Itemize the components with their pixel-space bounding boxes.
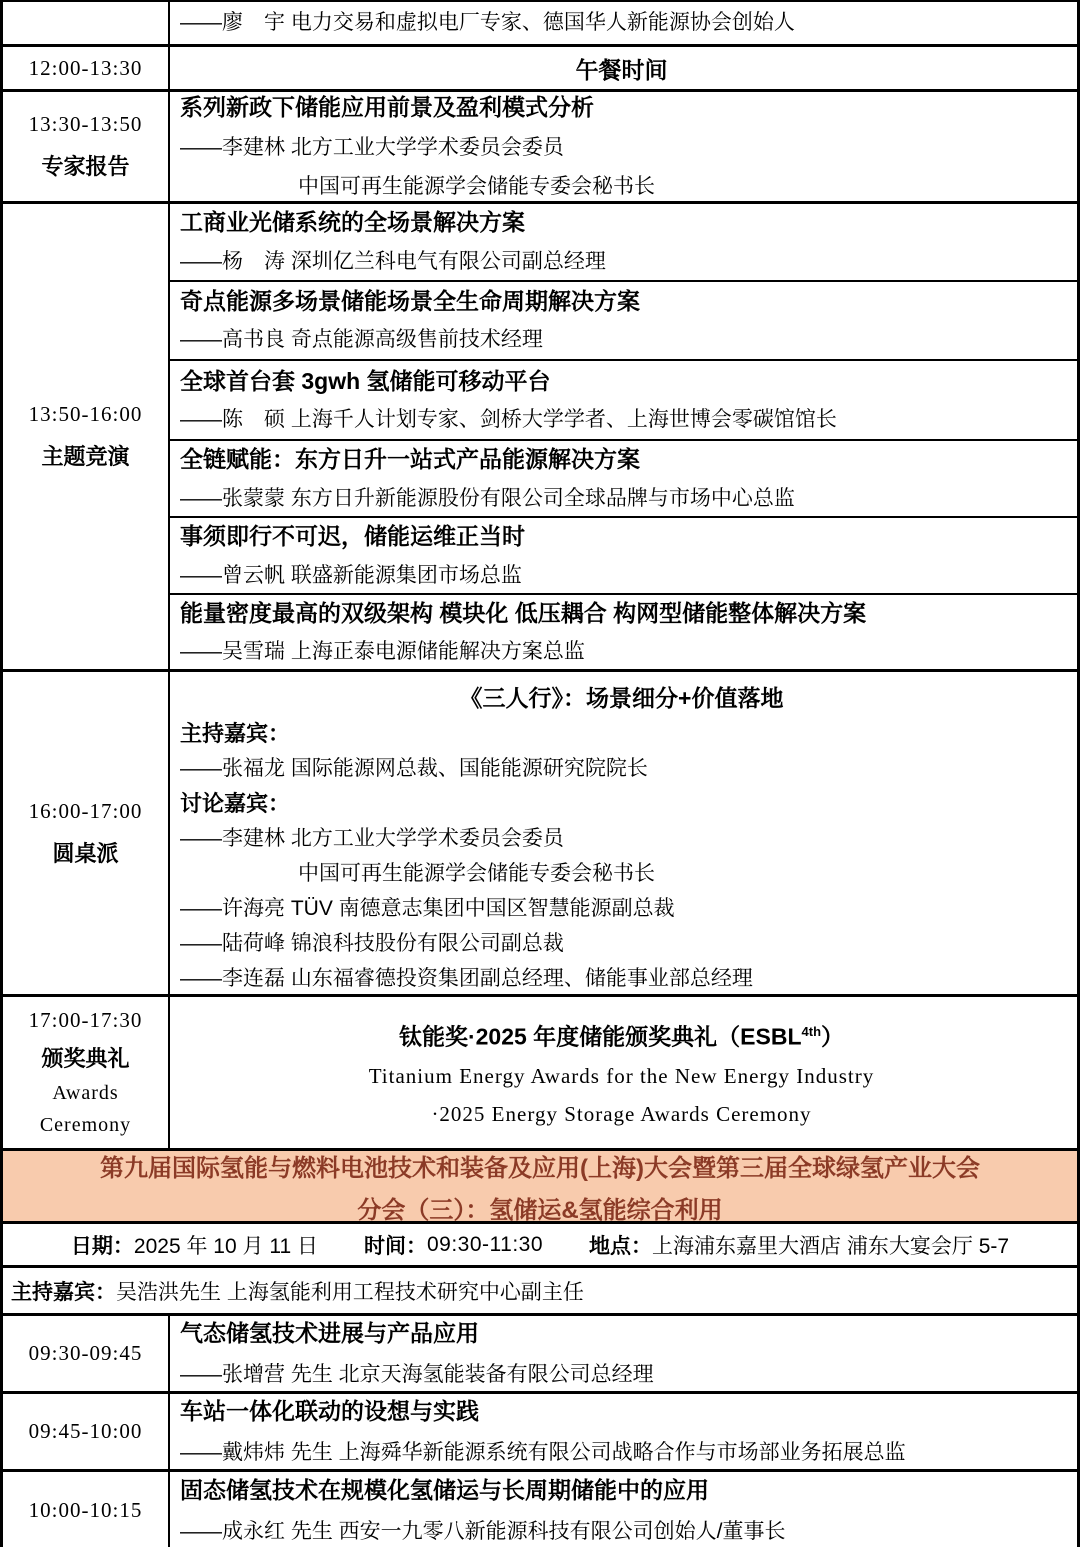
speaker-line: ——许海亮 TÜV 南德意志集团中国区智慧能源副总裁	[180, 897, 675, 920]
date-label: 日期：	[70, 1234, 134, 1258]
time-text: 09:45-10:00	[28, 1419, 143, 1443]
banner-title-line1: 第九届国际氢能与燃料电池技术和装备及应用(上海)大会暨第三届全球绿氢产业大会	[100, 1154, 980, 1182]
carryover-content-cell	[170, 2, 1077, 44]
session-type-label-en: Awards	[52, 1082, 119, 1104]
session-content-cell	[170, 1316, 1077, 1391]
speaker-line: ——吴雪瑞 上海正泰电源储能解决方案总监	[180, 640, 585, 664]
session-type-label: 圆桌派	[52, 840, 119, 866]
expert-content-cell	[170, 92, 1077, 201]
awards-content-cell	[170, 997, 1077, 1148]
session-content-cell	[170, 1472, 1077, 1547]
time-text: 10:00-10:15	[28, 1498, 143, 1522]
talk-item	[170, 204, 1077, 282]
venue-value: 上海浦东嘉里大酒店 浦东大宴会厅 5-7	[652, 1234, 1010, 1258]
hydrogen-session-row	[3, 1472, 1077, 1547]
talk-title: 车站一体化联动的设想与实践	[180, 1398, 479, 1425]
talk-item	[170, 595, 1077, 669]
time-label: 时间：	[363, 1234, 427, 1258]
speaker-line: ——廖 宇 电力交易和虚拟电厂专家、德国华人新能源协会创始人	[180, 11, 795, 35]
talk-title: 气态储氢技术进展与产品应用	[180, 1320, 479, 1347]
theme-talk-list	[170, 204, 1077, 669]
time-text: 16:00-17:00	[28, 798, 143, 823]
lunch-time-cell	[3, 47, 170, 89]
talk-title: 全球首台套 3gwh 氢储能可移动平台	[180, 367, 551, 394]
speaker-line: ——曾云帆 联盛新能源集团市场总监	[180, 563, 522, 587]
panel-label: 讨论嘉宾：	[180, 791, 291, 816]
date-value: 2025 年 10 月 11 日	[133, 1234, 318, 1258]
hydrogen-conference-banner	[3, 1151, 1077, 1224]
time-text: 12:00-13:30	[28, 55, 143, 80]
talk-title: 事须即行不可迟，储能运维正当时	[180, 523, 525, 550]
speaker-line: ——张福龙 国际能源网总裁、国能能源研究院院长	[180, 757, 648, 780]
awards-time-cell	[3, 997, 170, 1148]
awards-subtitle-en: Titanium Energy Awards for the New Energy Industry	[368, 1063, 875, 1088]
carryover-time-cell	[3, 2, 170, 44]
awards-subtitle-en: ·2025 Energy Storage Awards Ceremony	[431, 1101, 812, 1126]
carryover-row	[3, 2, 1077, 47]
meta-date	[71, 1230, 318, 1260]
roundtable-row	[3, 672, 1077, 997]
hydrogen-session-row	[3, 1394, 1077, 1472]
session-type-label: 颁奖典礼	[41, 1046, 130, 1071]
host-row	[3, 1268, 1077, 1316]
talk-item	[170, 441, 1077, 518]
meta-time	[364, 1230, 543, 1260]
roundtable-content-cell	[170, 672, 1077, 994]
meta-venue	[589, 1230, 1009, 1260]
speaker-line-cont: 中国可再生能源学会储能专委会秘书长	[298, 862, 655, 885]
talk-title: 工商业光储系统的全场景解决方案	[180, 209, 525, 236]
speaker-line: ——杨 涛 深圳亿兰科电气有限公司副总经理	[180, 249, 606, 273]
speaker-line: ——张蒙蒙 东方日升新能源股份有限公司全球品牌与市场中心总监	[180, 486, 795, 510]
talk-title: 固态储氢技术在规模化氢储运与长周期储能中的应用	[180, 1477, 709, 1504]
awards-title	[180, 1012, 1063, 1057]
theme-competition-row	[3, 204, 1077, 672]
time-text: 09:30-09:45	[28, 1341, 143, 1365]
host-value: 吴浩洪先生 上海氢能利用工程技术研究中心副主任	[116, 1280, 584, 1304]
talk-item	[170, 361, 1077, 441]
venue-label: 地点：	[589, 1234, 653, 1258]
roundtable-title: 《三人行》：场景细分+价值落地	[459, 685, 784, 711]
talk-title: 全链赋能：东方日升一站式产品能源解决方案	[180, 446, 640, 473]
speaker-line: ——李连磊 山东福睿德投资集团副总经理、储能事业部总经理	[180, 967, 753, 990]
awards-row	[3, 997, 1077, 1151]
talk-title: 系列新政下储能应用前景及盈利模式分析	[180, 93, 594, 120]
speaker-line: ——张增营 先生 北京天海氢能装备有限公司总经理	[180, 1362, 654, 1386]
speaker-line: ——戴炜炜 先生 上海舜华新能源系统有限公司战略合作与市场部业务拓展总监	[180, 1440, 906, 1464]
awards-title-superscript: 4th	[801, 1024, 822, 1040]
talk-item	[170, 282, 1077, 361]
speaker-line: ——李建林 北方工业大学学术委员会委员	[180, 136, 564, 160]
talk-title: 能量密度最高的双级架构 模块化 低压耦合 构网型储能整体解决方案	[180, 599, 867, 626]
session-type-label: 主题竞演	[41, 444, 130, 469]
expert-report-row	[3, 92, 1077, 204]
time-value: 09:30-11:30	[426, 1232, 544, 1256]
session-time-cell	[3, 1472, 170, 1547]
speaker-line: ——陈 硕 上海千人计划专家、剑桥大学学者、上海世博会零碳馆馆长	[180, 408, 837, 432]
host-label: 主持嘉宾：	[180, 721, 291, 746]
roundtable-time-cell	[3, 672, 170, 994]
hydrogen-session-row	[3, 1316, 1077, 1394]
session-time-cell	[3, 1316, 170, 1391]
talk-title: 奇点能源多场景储能场景全生命周期解决方案	[180, 287, 640, 314]
session-type-label: 专家报告	[41, 154, 130, 179]
session-type-label-en: Ceremony	[39, 1114, 132, 1136]
time-text: 17:00-17:30	[28, 1008, 143, 1032]
lunch-label: 午餐时间	[575, 56, 668, 83]
talk-item	[170, 518, 1077, 596]
time-text: 13:30-13:50	[28, 112, 143, 136]
host-label: 主持嘉宾：	[11, 1280, 116, 1304]
awards-title-suffix: ）	[821, 1023, 845, 1050]
lunch-content-cell	[170, 47, 1077, 89]
speaker-line: ——成永红 先生 西安一九零八新能源科技有限公司创始人/董事长	[180, 1519, 786, 1543]
awards-title-prefix: 钛能奖·2025 年度储能颁奖典礼（ESBL	[398, 1023, 802, 1050]
session-content-cell	[170, 1394, 1077, 1469]
session-time-cell	[3, 1394, 170, 1469]
expert-time-cell	[3, 92, 170, 201]
lunch-row	[3, 47, 1077, 92]
speaker-line: ——高书良 奇点能源高级售前技术经理	[180, 328, 543, 352]
banner-title-line2: 分会（三）：氢储运&氢能综合利用	[357, 1196, 723, 1224]
meta-row	[3, 1224, 1077, 1268]
time-text: 13:50-16:00	[28, 402, 143, 426]
speaker-line: ——陆荷峰 锦浪科技股份有限公司副总裁	[180, 932, 564, 955]
speaker-line-cont: 中国可再生能源学会储能专委会秘书长	[298, 175, 655, 199]
speaker-line: ——李建林 北方工业大学学术委员会委员	[180, 827, 564, 850]
theme-time-cell	[3, 204, 170, 669]
